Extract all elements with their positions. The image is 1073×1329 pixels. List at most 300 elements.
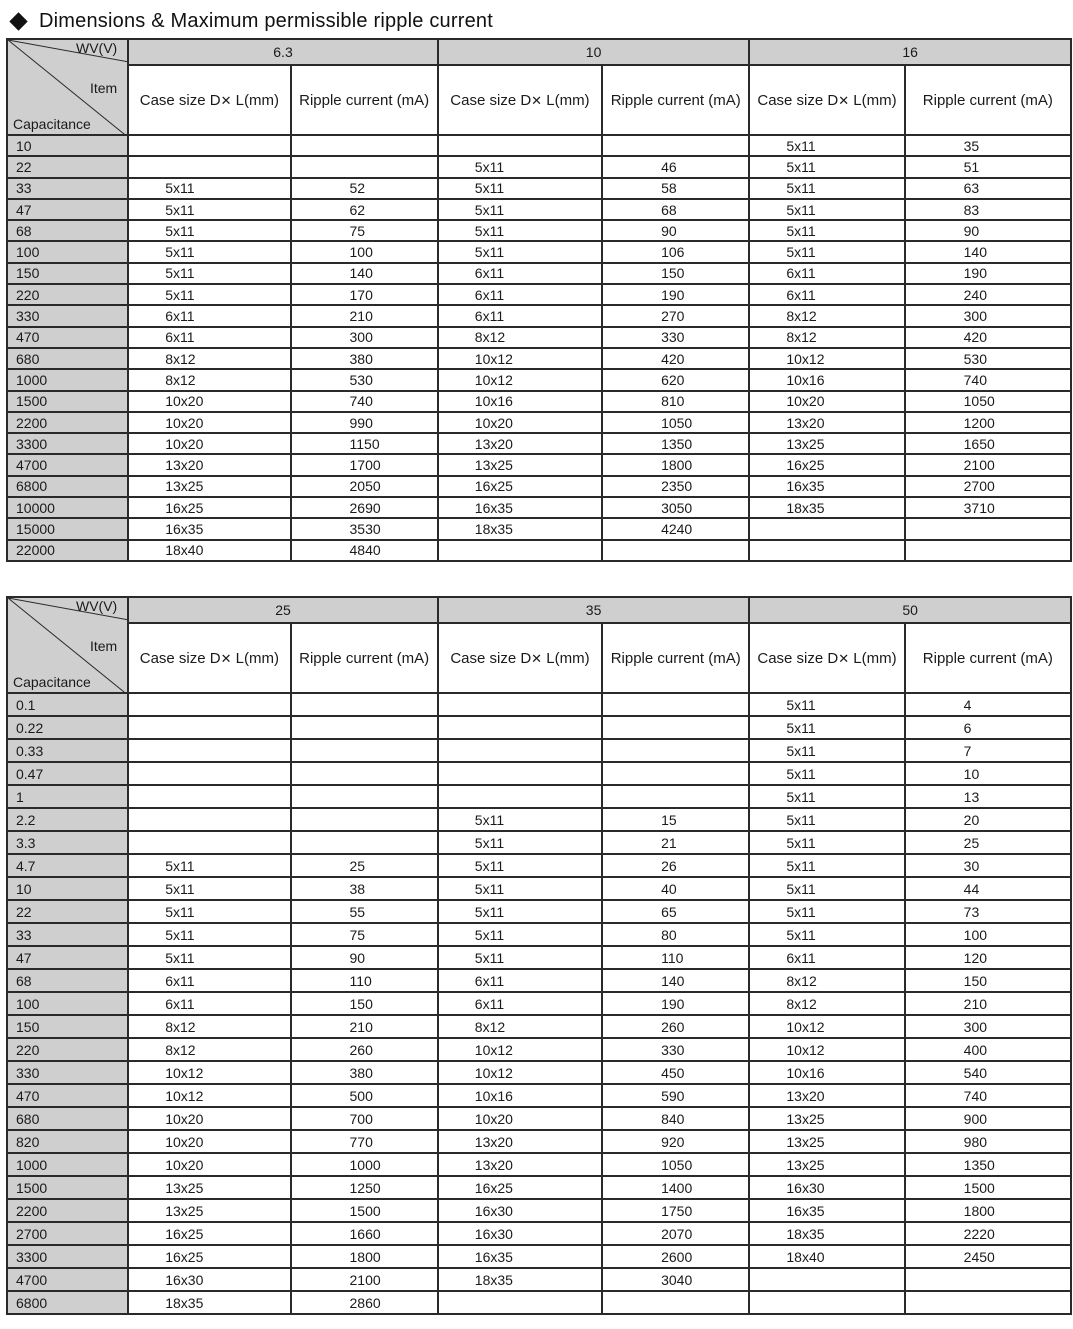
case-size-cell: 8x12 [128,369,290,390]
capacitance-cell: 1000 [7,1153,128,1176]
case-size-cell: 8x12 [749,327,904,348]
table-row [7,327,1071,348]
case-size-cell: 13x25 [749,433,904,454]
capacitance-cell: 680 [7,1107,128,1130]
capacitance-cell: 68 [7,969,128,992]
column-header-row [7,623,1071,693]
ripple-current-cell [291,831,438,854]
case-size-cell: 13x25 [749,1107,904,1130]
case-size-cell: 16x35 [438,497,602,518]
ripple-current-cell: 380 [291,1061,438,1084]
ripple-current-cell [602,135,749,156]
case-size-cell [438,540,602,561]
ripple-current-cell: 300 [291,327,438,348]
case-size-cell: 16x25 [128,1222,290,1245]
table-row [7,305,1071,326]
case-size-cell [438,785,602,808]
ripple-current-cell [905,540,1071,561]
ripple-current-cell: 1350 [602,433,749,454]
ripple-current-cell: 4840 [291,540,438,561]
times-symbol: ✕ [838,651,850,667]
table-row [7,1130,1071,1153]
ripple-current-cell: 6 [905,716,1071,739]
case-size-cell: 10x12 [128,1061,290,1084]
case-size-cell: 16x35 [438,1245,602,1268]
case-size-cell: 16x25 [128,1245,290,1268]
case-size-cell: 5x11 [438,831,602,854]
diamond-bullet-icon [9,12,27,30]
ripple-current-cell: 2220 [905,1222,1071,1245]
case-size-cell: 13x25 [128,1199,290,1222]
case-size-cell: 8x12 [749,969,904,992]
ripple-current-cell: 2050 [291,476,438,497]
ripple-current-cell [905,1268,1071,1291]
ripple-current-cell: 1660 [291,1222,438,1245]
ripple-current-cell: 920 [602,1130,749,1153]
ripple-current-cell: 3050 [602,497,749,518]
case-size-suffix: L(mm) [231,649,279,667]
ripple-current-cell: 3710 [905,497,1071,518]
ripple-current-cell [291,785,438,808]
item-label: Item [89,80,118,96]
case-size-cell: 13x20 [438,1153,602,1176]
ripple-current-cell: 2100 [291,1268,438,1291]
case-size-cell: 5x11 [749,785,904,808]
ripple-current-cell: 63 [905,178,1071,199]
case-size-cell [128,762,290,785]
case-size-cell: 10x20 [128,412,290,433]
ripple-current-cell [291,156,438,177]
case-size-cell: 6x11 [128,305,290,326]
ripple-current-cell: 100 [291,241,438,262]
voltage-header-row [7,597,1071,623]
case-size-cell: 10x12 [438,369,602,390]
case-size-cell: 10x12 [749,1038,904,1061]
ripple-current-cell: 380 [291,348,438,369]
case-size-cell: 13x20 [749,412,904,433]
case-size-cell: 10x16 [438,1084,602,1107]
case-size-cell: 16x25 [749,454,904,475]
ripple-current-cell: 106 [602,241,749,262]
ripple-current-cell: 740 [905,369,1071,390]
ripple-current-cell: 620 [602,369,749,390]
ripple-current-cell: 190 [905,263,1071,284]
capacitance-label: Capacitance [13,116,91,132]
ripple-current-cell: 1250 [291,1176,438,1199]
voltage-header-16: 16 [749,39,1071,65]
case-size-cell: 5x11 [749,739,904,762]
case-size-cell: 13x20 [438,1130,602,1153]
times-symbol: ✕ [220,651,232,667]
ripple-current-cell: 2600 [602,1245,749,1268]
ripple-current-cell: 1800 [602,454,749,475]
capacitance-cell: 68 [7,220,128,241]
case-size-cell [749,540,904,561]
case-size-cell: 13x25 [749,1130,904,1153]
capacitance-cell: 330 [7,1061,128,1084]
case-size-cell: 5x11 [128,877,290,900]
case-size-cell: 5x11 [438,923,602,946]
case-size-cell: 10x20 [749,391,904,412]
case-size-cell: 5x11 [438,220,602,241]
ripple-current-cell: 1700 [291,454,438,475]
ripple-current-cell: 1750 [602,1199,749,1222]
ripple-current-cell: 30 [905,854,1071,877]
ripple-current-cell: 2860 [291,1291,438,1314]
ripple-current-cell: 330 [602,327,749,348]
ripple-current-cell [291,808,438,831]
ripple-current-cell [905,518,1071,539]
item-label: Item [89,638,118,654]
ripple-current-header: Ripple current (mA) [602,623,749,693]
ripple-current-cell: 1650 [905,433,1071,454]
ripple-current-cell: 210 [291,305,438,326]
capacitance-cell: 3300 [7,433,128,454]
case-size-cell [438,739,602,762]
ripple-current-cell: 1400 [602,1176,749,1199]
table-row [7,1245,1071,1268]
case-size-cell: 5x11 [128,946,290,969]
case-size-cell: 5x11 [128,923,290,946]
case-size-cell: 8x12 [749,305,904,326]
ripple-current-cell: 2690 [291,497,438,518]
case-size-prefix: Case size D [450,91,532,109]
ripple-current-cell: 2700 [905,476,1071,497]
ripple-current-cell: 120 [905,946,1071,969]
case-size-cell [128,716,290,739]
case-size-cell: 5x11 [438,178,602,199]
case-size-cell [749,518,904,539]
ripple-current-cell: 40 [602,877,749,900]
ripple-current-cell: 68 [602,199,749,220]
ripple-current-cell: 990 [291,412,438,433]
ripple-current-cell [602,693,749,716]
ripple-current-cell: 140 [905,241,1071,262]
case-size-cell: 5x11 [438,946,602,969]
case-size-cell: 5x11 [128,854,290,877]
case-size-cell: 6x11 [749,946,904,969]
ripple-current-cell: 190 [602,284,749,305]
capacitance-cell: 100 [7,992,128,1015]
case-size-cell: 18x35 [128,1291,290,1314]
case-size-cell: 5x11 [438,808,602,831]
ripple-current-cell: 110 [291,969,438,992]
table-row [7,156,1071,177]
ripple-current-cell: 170 [291,284,438,305]
times-symbol: ✕ [531,93,543,109]
case-size-cell: 10x20 [128,391,290,412]
corner-header-cell [7,597,128,693]
table-row [7,1038,1071,1061]
case-size-cell: 16x25 [128,497,290,518]
capacitance-cell: 22000 [7,540,128,561]
capacitance-cell: 6800 [7,476,128,497]
capacitance-cell: 4700 [7,1268,128,1291]
ripple-current-cell [602,739,749,762]
ripple-current-cell: 44 [905,877,1071,900]
case-size-cell: 5x11 [749,199,904,220]
case-size-header [749,623,904,693]
case-size-cell: 10x12 [749,1015,904,1038]
case-size-cell: 6x11 [438,992,602,1015]
ripple-current-cell: 55 [291,900,438,923]
case-size-cell [128,156,290,177]
ripple-current-cell: 7 [905,739,1071,762]
capacitance-cell: 3.3 [7,831,128,854]
spec-table-2 [6,596,1072,1315]
ripple-current-cell: 20 [905,808,1071,831]
ripple-current-cell [602,540,749,561]
ripple-current-cell: 150 [602,263,749,284]
ripple-current-cell: 83 [905,199,1071,220]
capacitance-cell: 2200 [7,412,128,433]
table-row [7,808,1071,831]
capacitance-cell: 3300 [7,1245,128,1268]
table-row [7,739,1071,762]
case-size-cell [438,762,602,785]
case-size-cell: 16x25 [438,476,602,497]
ripple-current-cell [291,135,438,156]
ripple-current-cell: 700 [291,1107,438,1130]
case-size-cell: 5x11 [749,241,904,262]
capacitance-cell: 33 [7,178,128,199]
case-size-cell: 10x16 [749,369,904,390]
case-size-cell: 6x11 [749,263,904,284]
capacitance-cell: 220 [7,284,128,305]
case-size-header [128,65,290,135]
ripple-current-cell: 210 [291,1015,438,1038]
case-size-cell: 6x11 [438,263,602,284]
table-row [7,263,1071,284]
capacitance-cell: 10 [7,135,128,156]
case-size-cell [128,135,290,156]
ripple-current-cell: 35 [905,135,1071,156]
table-row [7,199,1071,220]
case-size-cell: 6x11 [438,969,602,992]
capacitance-cell: 10 [7,877,128,900]
page-title-bar [8,6,493,36]
case-size-cell: 5x11 [749,135,904,156]
capacitance-cell: 2200 [7,1199,128,1222]
ripple-current-cell: 90 [291,946,438,969]
ripple-current-cell: 10 [905,762,1071,785]
case-size-cell: 13x20 [128,454,290,475]
ripple-current-cell: 4 [905,693,1071,716]
case-size-suffix: L(mm) [231,91,279,109]
case-size-cell: 16x30 [438,1222,602,1245]
table-row [7,854,1071,877]
case-size-prefix: Case size D [757,91,839,109]
ripple-current-cell: 740 [905,1084,1071,1107]
case-size-cell [128,808,290,831]
ripple-current-cell: 1800 [905,1199,1071,1222]
case-size-cell: 5x11 [128,199,290,220]
voltage-header-row [7,39,1071,65]
ripple-current-cell: 4240 [602,518,749,539]
case-size-cell: 5x11 [749,831,904,854]
case-size-cell: 5x11 [438,156,602,177]
capacitance-cell: 6800 [7,1291,128,1314]
ripple-current-cell: 140 [602,969,749,992]
ripple-current-cell: 770 [291,1130,438,1153]
case-size-cell: 5x11 [128,263,290,284]
case-size-cell: 16x30 [749,1176,904,1199]
ripple-current-cell: 52 [291,178,438,199]
case-size-cell: 5x11 [749,854,904,877]
ripple-current-cell: 2070 [602,1222,749,1245]
case-size-cell: 5x11 [749,178,904,199]
ripple-current-cell: 1050 [602,1153,749,1176]
ripple-current-cell: 270 [602,305,749,326]
ripple-current-cell: 21 [602,831,749,854]
case-size-cell: 16x25 [438,1176,602,1199]
ripple-current-cell: 530 [291,369,438,390]
ripple-current-cell: 90 [602,220,749,241]
ripple-current-cell: 150 [905,969,1071,992]
case-size-prefix: Case size D [139,649,221,667]
case-size-cell: 5x11 [128,220,290,241]
ripple-current-cell [291,739,438,762]
capacitance-cell: 47 [7,946,128,969]
voltage-header-25: 25 [128,597,438,623]
case-size-cell: 6x11 [128,327,290,348]
ripple-current-cell: 420 [602,348,749,369]
table-row [7,220,1071,241]
voltage-header-35: 35 [438,597,750,623]
spec-table-1 [6,38,1072,562]
case-size-cell: 16x30 [128,1268,290,1291]
table-row [7,1084,1071,1107]
case-size-cell: 18x35 [749,497,904,518]
table-row [7,923,1071,946]
case-size-cell: 10x20 [128,1153,290,1176]
ripple-current-cell: 900 [905,1107,1071,1130]
case-size-cell: 6x11 [128,992,290,1015]
table-row [7,412,1071,433]
column-header-row [7,65,1071,135]
case-size-cell: 5x11 [749,156,904,177]
case-size-header [438,623,602,693]
case-size-header [749,65,904,135]
ripple-current-cell: 2100 [905,454,1071,475]
ripple-current-cell: 590 [602,1084,749,1107]
ripple-current-cell [602,716,749,739]
ripple-current-cell: 15 [602,808,749,831]
table-row [7,1061,1071,1084]
case-size-cell: 5x11 [128,241,290,262]
case-size-cell: 10x16 [749,1061,904,1084]
capacitance-cell: 4.7 [7,854,128,877]
ripple-current-cell: 75 [291,923,438,946]
case-size-cell [128,831,290,854]
case-size-cell: 5x11 [749,900,904,923]
ripple-current-cell: 46 [602,156,749,177]
ripple-current-cell: 1350 [905,1153,1071,1176]
case-size-cell: 18x35 [438,518,602,539]
table-row [7,831,1071,854]
case-size-cell: 5x11 [128,178,290,199]
ripple-current-cell: 190 [602,992,749,1015]
voltage-header-6_3: 6.3 [128,39,438,65]
case-size-cell: 13x25 [438,454,602,475]
case-size-cell [128,739,290,762]
ripple-current-cell: 450 [602,1061,749,1084]
capacitance-cell: 470 [7,1084,128,1107]
table-row [7,476,1071,497]
table-row [7,1015,1071,1038]
ripple-current-cell [291,762,438,785]
case-size-cell: 5x11 [128,900,290,923]
case-size-cell: 6x11 [749,284,904,305]
ripple-current-header: Ripple current (mA) [291,65,438,135]
ripple-current-cell [291,716,438,739]
capacitance-cell: 0.1 [7,693,128,716]
table-row [7,969,1071,992]
table-row [7,1291,1071,1314]
capacitance-cell: 1500 [7,391,128,412]
ripple-current-cell: 530 [905,348,1071,369]
case-size-cell: 6x11 [438,284,602,305]
case-size-cell: 13x25 [749,1153,904,1176]
case-size-cell: 5x11 [438,877,602,900]
case-size-cell: 18x40 [749,1245,904,1268]
ripple-current-cell: 90 [905,220,1071,241]
ripple-current-cell: 51 [905,156,1071,177]
ripple-current-cell: 2450 [905,1245,1071,1268]
ripple-current-cell: 300 [905,1015,1071,1038]
case-size-cell: 5x11 [749,762,904,785]
case-size-cell: 8x12 [128,348,290,369]
ripple-current-cell: 26 [602,854,749,877]
capacitance-cell: 15000 [7,518,128,539]
times-symbol: ✕ [531,651,543,667]
capacitance-cell: 4700 [7,454,128,475]
case-size-cell: 8x12 [438,327,602,348]
case-size-cell [438,716,602,739]
capacitance-cell: 220 [7,1038,128,1061]
ripple-current-cell: 540 [905,1061,1071,1084]
case-size-cell: 16x30 [438,1199,602,1222]
capacitance-cell: 150 [7,1015,128,1038]
ripple-current-cell: 1150 [291,433,438,454]
capacitance-cell: 33 [7,923,128,946]
capacitance-cell: 2.2 [7,808,128,831]
case-size-cell: 8x12 [749,992,904,1015]
capacitance-cell: 0.33 [7,739,128,762]
times-symbol: ✕ [220,93,232,109]
ripple-current-cell: 38 [291,877,438,900]
case-size-cell [438,1291,602,1314]
ripple-current-cell: 1800 [291,1245,438,1268]
case-size-cell: 18x35 [438,1268,602,1291]
case-size-cell: 5x11 [438,241,602,262]
case-size-cell: 8x12 [128,1015,290,1038]
table-row [7,762,1071,785]
case-size-cell [128,693,290,716]
ripple-current-cell: 73 [905,900,1071,923]
table-row [7,1268,1071,1291]
ripple-current-cell: 62 [291,199,438,220]
ripple-current-header: Ripple current (mA) [602,65,749,135]
ripple-current-cell: 420 [905,327,1071,348]
wv-label: WV(V) [76,40,118,56]
ripple-current-cell [905,1291,1071,1314]
ripple-current-cell: 25 [905,831,1071,854]
ripple-current-header: Ripple current (mA) [905,65,1071,135]
case-size-cell: 10x20 [438,1107,602,1130]
table-row [7,877,1071,900]
case-size-cell: 10x12 [438,348,602,369]
